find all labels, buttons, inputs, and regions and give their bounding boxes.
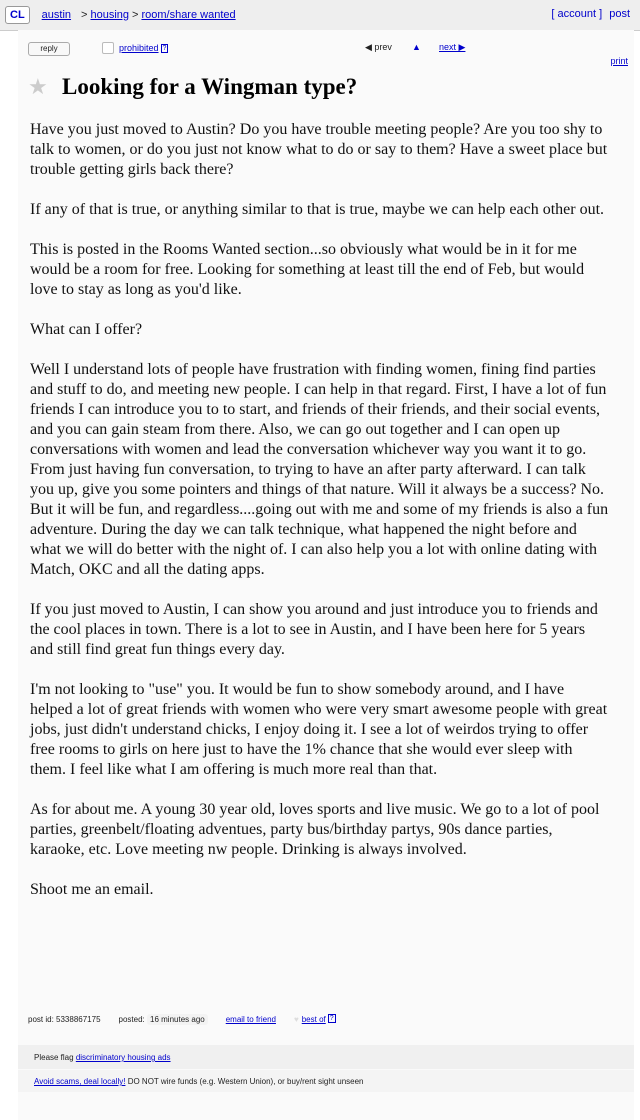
body-paragraph: If any of that is true, or anything similar to that is true, maybe we can help each other out. xyxy=(30,201,605,218)
heart-icon[interactable]: ♥ xyxy=(293,1015,299,1024)
body-paragraph: I'm not looking to "use" you. It would be fun to show somebody around, and I have helped a lot of great friends with women who were very smart awesome people with great jobs, just didn't understand chicks, I enjoy doing it. I see a lot of weirdos trying to offer free rooms to girls on here just to have the 1% chance that she would ever sleep with them. I feel like what I am offering is much more real than that. xyxy=(30,681,608,778)
breadcrumb-separator: > xyxy=(132,9,139,21)
body-paragraph: Shoot me an email. xyxy=(30,881,154,898)
posted-time-value: 16 minutes ago xyxy=(147,1014,208,1025)
post-info-bar xyxy=(28,1015,354,1024)
body-paragraph: This is posted in the Rooms Wanted section...so obviously what would be in it for me would be a room for free. Looking for something at least till the end of Feb, but would love to stay as long as you'd like. xyxy=(30,241,585,298)
best-of xyxy=(294,1015,336,1024)
posted-time xyxy=(119,1015,208,1024)
craigslist-logo[interactable]: CL xyxy=(5,6,30,24)
prohibited-link[interactable]: prohibited xyxy=(119,43,159,53)
posted-label: posted: xyxy=(118,1015,145,1024)
top-navigation-bar xyxy=(0,0,640,31)
flag-notice xyxy=(18,1045,634,1069)
print-link[interactable]: print xyxy=(610,56,628,66)
scam-warning-text: DO NOT wire funds (e.g. Western Union), or buy/rent sight unseen xyxy=(127,1077,364,1086)
up-arrow-icon[interactable]: ▲ xyxy=(412,42,421,52)
body-paragraph: Have you just moved to Austin? Do you have trouble meeting people? Are you too shy to talk to women, or do you just not know what to do or say to them? Have a sweet place but trouble getting girls back there? xyxy=(30,121,608,178)
discriminatory-ads-link[interactable]: discriminatory housing ads xyxy=(75,1053,171,1062)
scam-notice xyxy=(18,1070,634,1092)
account-link[interactable]: [ account ] xyxy=(551,8,603,20)
flag-text: Please flag xyxy=(34,1053,74,1062)
breadcrumb-housing[interactable]: housing xyxy=(90,9,130,21)
body-paragraph: Well I understand lots of people have frustration with finding women, fining find parties and stuff to do, and meeting new people. I can help in that regard. First, I have a lot of fun friends I can introduce you to to start, and friends of their friends, and their social events, and you can gain steam from there. Also, we can go out together and I can open up conversations with women and lead the conversation whichever way you want it to go. From just having fun conversation, to trying to have an after party afterward. I can talk you up, give you some pointers and things of that nature. Will it always be a success? No. But it will be fun, and regardless....going out with me and some of my friends is also a fun adventure. During the day we can talk technique, what happened the night before and what we will do better with the night of. I can also help you a lot with online dating with Match, OKC and all the dating apps. xyxy=(30,361,609,578)
post-id-label: post id: xyxy=(28,1015,54,1024)
post-id xyxy=(28,1015,101,1024)
account-links xyxy=(551,8,630,20)
posting-body xyxy=(30,120,610,920)
prohibited-flag[interactable] xyxy=(102,42,168,54)
breadcrumb-room-share-wanted[interactable]: room/share wanted xyxy=(141,9,236,21)
breadcrumb-city[interactable]: austin xyxy=(41,9,72,21)
posting-title: Looking for a Wingman type? xyxy=(62,74,358,99)
favorite-star-icon[interactable]: ★ xyxy=(28,74,48,99)
flag-checkbox[interactable] xyxy=(102,42,114,54)
help-icon[interactable]: ? xyxy=(329,1015,334,1022)
breadcrumb-separator: > xyxy=(81,9,88,21)
best-of-link[interactable]: best of xyxy=(301,1015,326,1024)
prev-link[interactable]: ◀ prev xyxy=(365,42,392,52)
post-link[interactable]: post xyxy=(609,8,630,20)
help-icon[interactable]: ? xyxy=(162,44,167,52)
email-to-friend-link[interactable]: email to friend xyxy=(225,1015,276,1024)
post-id-value: 5338867175 xyxy=(56,1015,101,1024)
avoid-scams-link[interactable]: Avoid scams, deal locally! xyxy=(34,1077,126,1086)
body-paragraph: What can I offer? xyxy=(30,321,143,338)
posting-toolbar xyxy=(28,42,634,58)
reply-button[interactable]: reply xyxy=(28,42,70,56)
next-link[interactable]: next ▶ xyxy=(439,42,466,52)
body-paragraph: As for about me. A young 30 year old, loves sports and live music. We go to a lot of pool parties, greenbelt/floating adventues, party bus/birthday partys, 90s dance parties, karaoke, etc. Love meeting nw people. Drinking is always involved. xyxy=(30,801,600,858)
posting-page xyxy=(18,30,634,1120)
body-paragraph: If you just moved to Austin, I can show you around and just introduce you to friends and the cool places in town. There is a lot to see in Austin, and I have been here for 5 years and still find great fun things every day. xyxy=(30,601,598,658)
